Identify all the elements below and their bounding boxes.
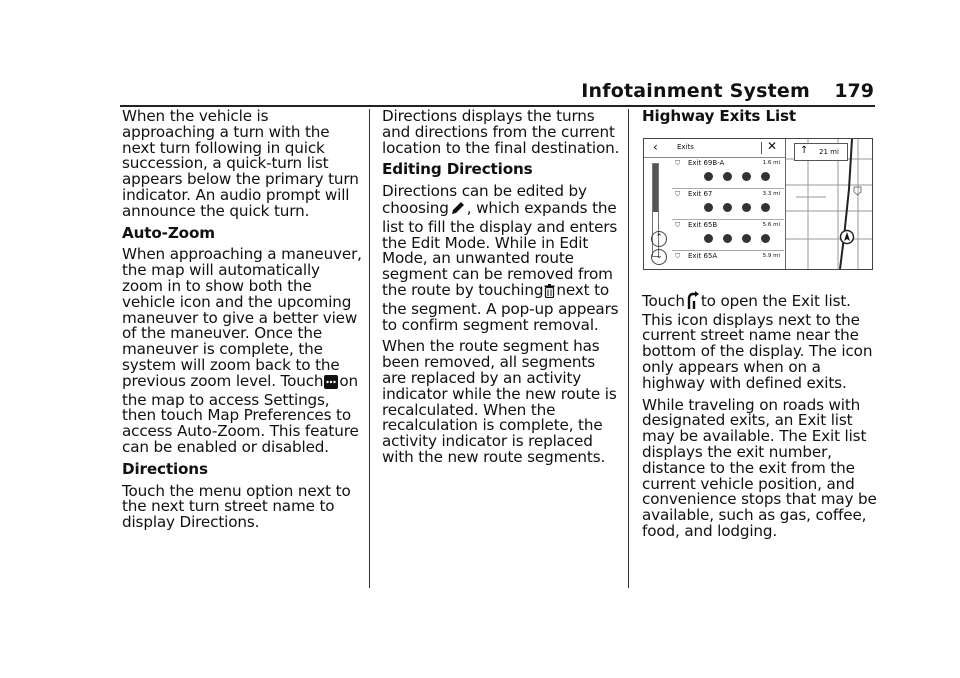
column-2 — [382, 109, 620, 472]
header-divider — [761, 142, 762, 154]
editing-text-b: , which expands the list to fill the display and enters the Edit Mode. While in Edit Mode, an unwanted route segment can be removed from the route by touching — [382, 198, 618, 299]
close-icon[interactable]: ✕ — [767, 139, 778, 153]
auto-zoom-text-a: When approaching a maneuver, the map will automatically zoom in to show both the vehicle icon and the upcoming maneuver to give a better view of the maneuver. Once the maneuver is complete, the system will zoom back to the previous zoom level. Touch — [122, 245, 362, 390]
exit-text-b: to open the Exit list. This icon displays next to the current street name near the bottom of the display. The icon only appears when on a highway with defined exits. — [642, 291, 873, 392]
gas-icon — [704, 172, 713, 181]
next-exit-distance-badge — [794, 143, 848, 161]
exit-list-item[interactable] — [672, 220, 784, 251]
exit-distance: 3.3 mi — [762, 191, 780, 197]
column-divider — [369, 109, 370, 588]
paragraph-exit-icon — [642, 291, 878, 392]
exit-text-a: Touch — [642, 291, 685, 310]
paragraph-auto-zoom — [122, 247, 362, 455]
chevron-down-icon: ⌄ — [655, 251, 663, 261]
exit-name: Exit 67 — [688, 190, 713, 198]
editing-text-a: Directions can be edited by choosing — [382, 182, 587, 217]
lodging-icon — [761, 172, 770, 181]
coffee-icon — [723, 234, 732, 243]
food-icon — [742, 172, 751, 181]
exits-panel-title: Exits — [677, 143, 694, 151]
exit-distance: 5.6 mi — [762, 222, 780, 228]
exit-name: Exit 65A — [688, 252, 718, 260]
paragraph-directions: Touch the menu option next to the next turn street name to display Directions. — [122, 481, 351, 532]
gas-icon — [704, 234, 713, 243]
coffee-icon — [723, 172, 732, 181]
editing-text-c: next to the segment. A pop-up appears to confirm segment removal. — [382, 280, 619, 334]
paragraph-exit-list: While traveling on roads with designated exits, an Exit list may be available. The Exit list displays the exit number, distance to the exit from the current vehicle position, and convenience stops that may be available, such as gas, coffee, food, and lodging. — [642, 395, 877, 540]
exit-sign-icon: ⛉ — [675, 190, 681, 198]
scroll-down-button[interactable] — [651, 249, 667, 265]
exit-sign-icon: ⛉ — [675, 159, 681, 167]
exit-sign-icon: ⛉ — [675, 221, 681, 229]
highway-exit-icon — [686, 291, 700, 313]
coffee-icon — [723, 203, 732, 212]
exit-name: Exit 65B — [688, 221, 718, 229]
paragraph-recalculation: When the route segment has been removed, all segments are replaced by an activity indicator while the new route is recalculated. When the recalculation is complete, the activity indicator is replaced with the new route segments. — [382, 337, 617, 466]
exit-distance: 5.9 mi — [762, 253, 780, 259]
column-divider — [628, 109, 629, 588]
scrollbar-thumb[interactable] — [653, 164, 658, 212]
section-title: Infotainment System — [581, 80, 810, 102]
scroll-up-button[interactable] — [651, 231, 667, 247]
exits-panel — [644, 139, 786, 269]
paragraph-editing — [382, 184, 620, 333]
exit-list-item[interactable] — [672, 251, 784, 270]
back-arrow-icon[interactable]: ‹ — [653, 140, 658, 154]
gas-icon — [704, 203, 713, 212]
exit-distance: 1.6 mi — [762, 160, 780, 166]
auto-zoom-text-b: on the map to access Settings, then touch Map Preferences to access Auto-Zoom. This feature can be enabled or disabled. — [122, 371, 359, 456]
lodging-icon — [761, 234, 770, 243]
paragraph-directions-display: Directions displays the turns and directions from the current location to the final destination. — [382, 107, 620, 157]
heading-editing-directions: Editing Directions — [382, 160, 533, 179]
column-1 — [122, 109, 362, 537]
food-icon — [742, 203, 751, 212]
exit-name: Exit 69B-A — [688, 159, 725, 167]
paragraph-quick-turn: When the vehicle is approaching a turn with the next turn following in quick succession, a quick-turn list appears below the primary turn indicator. An audio prompt will announce the quick turn. — [122, 107, 359, 220]
lodging-icon — [761, 203, 770, 212]
heading-auto-zoom: Auto-Zoom — [122, 223, 215, 242]
exits-panel-header — [644, 139, 785, 158]
distance-label: 21 mi — [819, 148, 839, 156]
chevron-up-icon: ⌃ — [655, 233, 663, 243]
arrow-up-icon: ↑ — [800, 145, 809, 156]
exit-sign-icon: ⛉ — [675, 252, 681, 260]
heading-highway-exits: Highway Exits List — [642, 107, 797, 125]
exit-list-item[interactable] — [672, 189, 784, 220]
heading-directions: Directions — [122, 459, 208, 478]
exits-list-screenshot — [643, 138, 873, 270]
page-number: 179 — [834, 80, 874, 102]
exit-list-item[interactable] — [672, 158, 784, 189]
food-icon — [742, 234, 751, 243]
page-header — [0, 76, 960, 106]
